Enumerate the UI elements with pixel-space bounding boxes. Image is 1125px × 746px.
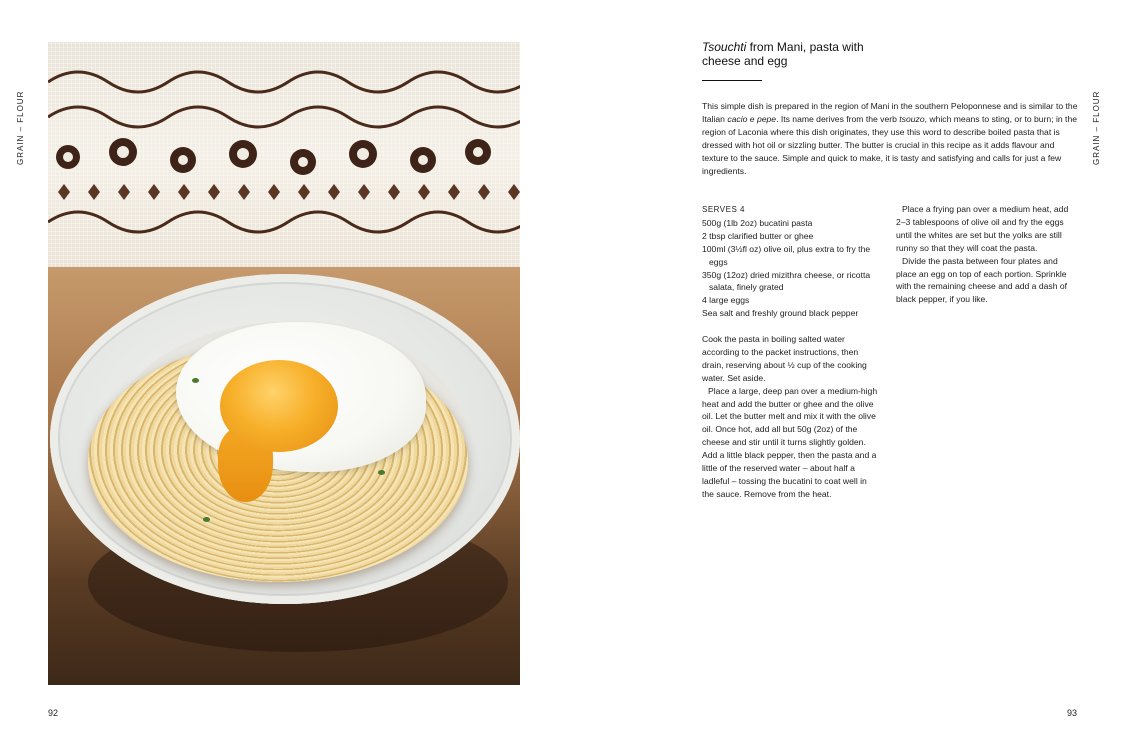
serves-label: SERVES 4 xyxy=(702,205,745,214)
recipe-title xyxy=(702,40,902,68)
spacer xyxy=(702,320,880,333)
method-step: Place a frying pan over a medium heat, add 2–3 tablespoons of olive oil and fry the eggs until the whites are set but the yolks are still runny so that they will coat the pasta. xyxy=(896,204,1069,253)
recipe-title-italic: Tsouchti xyxy=(702,40,747,54)
intro-text: , which means to sting, or to burn; in the region of Laconia where this dish originates, they use this word to describe boiled pasta that is dressed with hot oil or sizzling butter. The butter is crucial in this recipe as it adds flavour and texture to the sauce. Simple and quick to make, it is tasty and satisfying and calls for just a few ingredients. xyxy=(702,113,1078,176)
recipe-photo xyxy=(48,42,520,685)
recipe-title-rest: from Mani, pasta with cheese and egg xyxy=(702,40,864,68)
intro-text: . Its name derives from the verb xyxy=(776,113,900,124)
egg-yolk xyxy=(220,360,338,452)
ingredient-list xyxy=(702,217,880,320)
intro-text: This simple dish is prepared in the region of Mani in the southern Peloponnese and is similar to the Italian xyxy=(702,101,1078,124)
method-step: Divide the pasta between four plates and place an egg on top of each portion. Sprinkle with the remaining cheese and add a dash of black pepper, if you like. xyxy=(896,255,1068,305)
page-number: 92 xyxy=(48,708,59,718)
intro-text-italic: tsouzo xyxy=(899,113,925,124)
right-page xyxy=(562,0,1125,746)
ingredient-item: Sea salt and freshly ground black pepper xyxy=(702,308,859,319)
recipe-column-1 xyxy=(702,203,880,501)
lace-curtain xyxy=(48,42,520,267)
running-head: GRAIN – FLOUR xyxy=(1092,90,1101,165)
title-rule xyxy=(702,80,762,81)
ingredient-item: 2 tbsp clarified butter or ghee xyxy=(702,230,814,241)
ingredient-item: 4 large eggs xyxy=(702,295,750,306)
ingredient-item: 350g (12oz) dried mizithra cheese, or ricotta salata, finely grated xyxy=(702,269,871,293)
lace-pattern xyxy=(48,42,520,267)
left-page xyxy=(0,0,562,746)
method-step: Place a large, deep pan over a medium-high heat and add the butter or ghee and the olive oil. Let the butter melt and mix it with the olive oil. Once hot, add all but 50g (2oz) of the cheese and stir until it turns slightly golden. Add a little black pepper, then the pasta and a little of the reserved water – about half a ladleful – tossing the bucatini to coat well in the sauce. Remove from the heat. xyxy=(702,385,878,499)
ingredient-item: 500g (1lb 2oz) bucatini pasta xyxy=(702,217,813,228)
page-number: 93 xyxy=(1067,708,1078,718)
herb-leaf xyxy=(192,378,199,383)
intro-paragraph xyxy=(702,100,1080,177)
recipe-column-2 xyxy=(896,203,1074,306)
intro-text-italic: cacio e pepe xyxy=(727,113,777,124)
method-step: Cook the pasta in boiling salted water according to the packet instructions, then drain, reserving about ½ cup of the cooking water. Set aside. xyxy=(702,334,867,383)
herb-leaf xyxy=(378,470,385,475)
herb-leaf xyxy=(203,517,210,522)
ingredient-item: 100ml (3½fl oz) olive oil, plus extra to fry the eggs xyxy=(702,243,871,267)
running-head: GRAIN – FLOUR xyxy=(16,90,25,165)
